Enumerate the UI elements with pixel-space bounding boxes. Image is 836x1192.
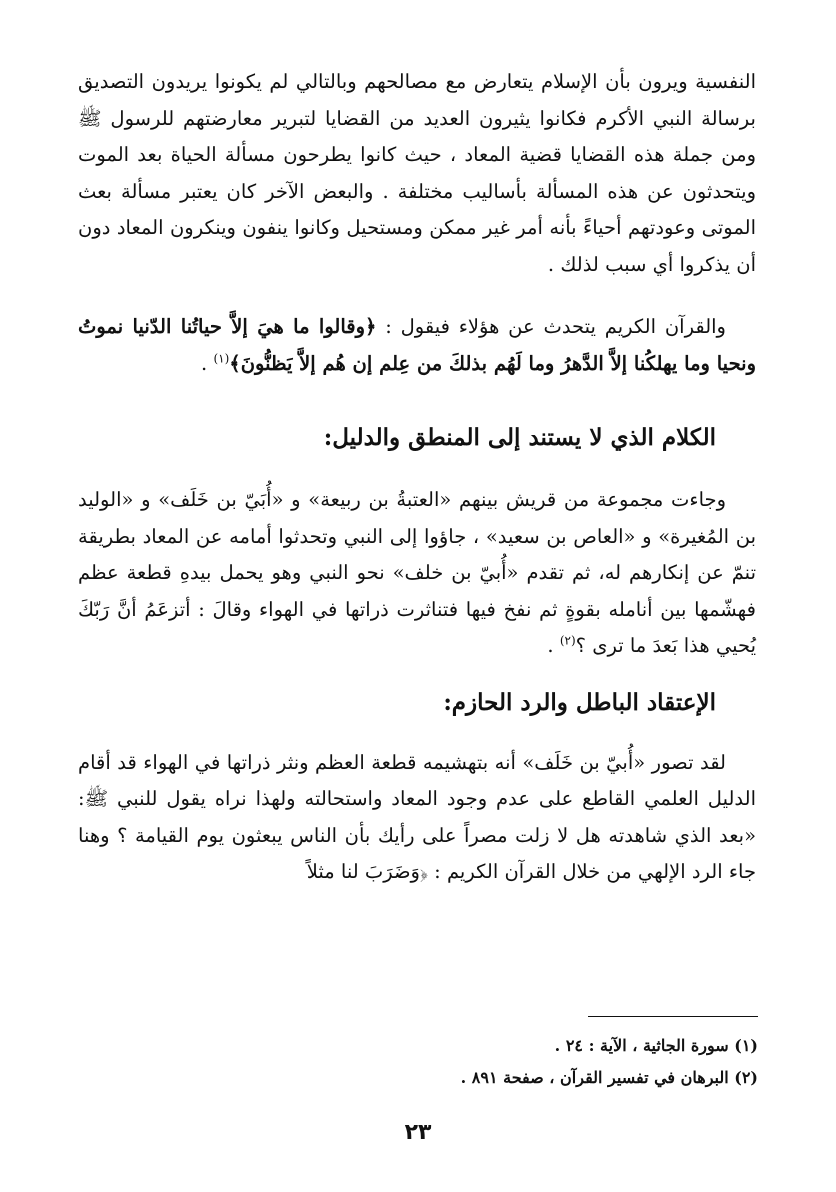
footnote-2: (٢) البرهان في تفسير القرآن ، صفحة ٨٩١ . (460, 1068, 758, 1087)
footnotes (78, 1030, 758, 1094)
quote-intro: والقرآن الكريم يتحدث عن هؤلاء فيقول : (376, 315, 726, 338)
section-heading-logic: الكلام الذي لا يستند إلى المنطق والدليل: (323, 424, 716, 451)
story-text: وجاءت مجموعة من قريش بينهم «العتبةُ بن ربيعة» و «أُبَيّ بن خَلَف» و «الوليد بن المُغيرة» و «العاص بن سعيد» ، جاؤوا إلى النبي وتحدثوا أمامه عن المعاد بطريقة تنمّ عن إنكارهم له، ثم تقدم «أُبيّ بن خلف» نحو النبي وهو يحمل بيدهِ قطعة عظم فهشّمها بين أنامله بقوةٍ ثم نفخ فيها فتناثرت ذراتها في الهواء وقالَ : أتزعَمُ أنَّ رَبّكَ يُحيي هذا بَعدَ ما ترى ؟ (78, 488, 756, 657)
sentence-end: . (201, 351, 214, 375)
paragraph-opening: النفسية ويرون بأن الإسلام يتعارض مع مصالحهم وبالتالي لم يكونوا يريدون التصديق برسالة النبي الأكرم فكانوا يثيرون العديد من القضايا لتبرير معارضتهم للرسول ﷺ ومن جملة هذه القضايا قضية المعاد ، حيث كانوا يطرحون مسألة الحياة بعد الموت ويتحدثون عن هذه المسألة بأساليب مختلفة . والبعض الآخر كان يعتبر مسألة بعث الموتى وعودتهم أحياءً بأنه أمر غير ممكن ومستحيل وكانوا ينفون وينكرون المعاد دون أن يذكروا أي سبب لذلك . (78, 70, 756, 276)
section-heading-refutation: الإعتقاد الباطل والرد الحازم: (443, 688, 716, 716)
footnote-ref-1[interactable]: (١) (213, 351, 230, 365)
footnote-1: (١) سورة الجاثية ، الآية : ٢٤ . (554, 1036, 758, 1055)
quran-verse: ﴿وقالوا ما هيَ إلاَّ حياتُنا الدّنيا نموتُ ونحيا وما يهلكُنا إلاَّ الدَّهرُ وما لَهُم بذلكَ من عِلم إن هُم إلاَّ يَظنُّونَ﴾ (78, 315, 756, 375)
paragraph-refutation: لقد تصور «أُبيّ بن خَلَف» أنه بتهشيمه قطعة العظم ونثر ذراتها في الهواء قد أقام الدليل العلمي القاطع على عدم وجود المعاد واستحالته ولهذا نراه يقول للنبي ﷺ: «بعد الذي شاهدته هل لا زلت مصراً على رأيك بأن الناس يبعثون يوم القيامة ؟ وهنا جاء الرد الإلهي من خلال القرآن الكريم : ﴿وَضَرَبَ لنا مثلاً (78, 750, 756, 883)
paragraph-quraysh-story (78, 482, 756, 665)
page-number: ٢٣ (404, 1120, 432, 1145)
paragraph-quran-quote (78, 309, 756, 382)
footnote-divider (588, 1016, 758, 1017)
sentence-end: . (547, 634, 560, 657)
footnote-ref-2[interactable]: (٢) (559, 633, 576, 648)
